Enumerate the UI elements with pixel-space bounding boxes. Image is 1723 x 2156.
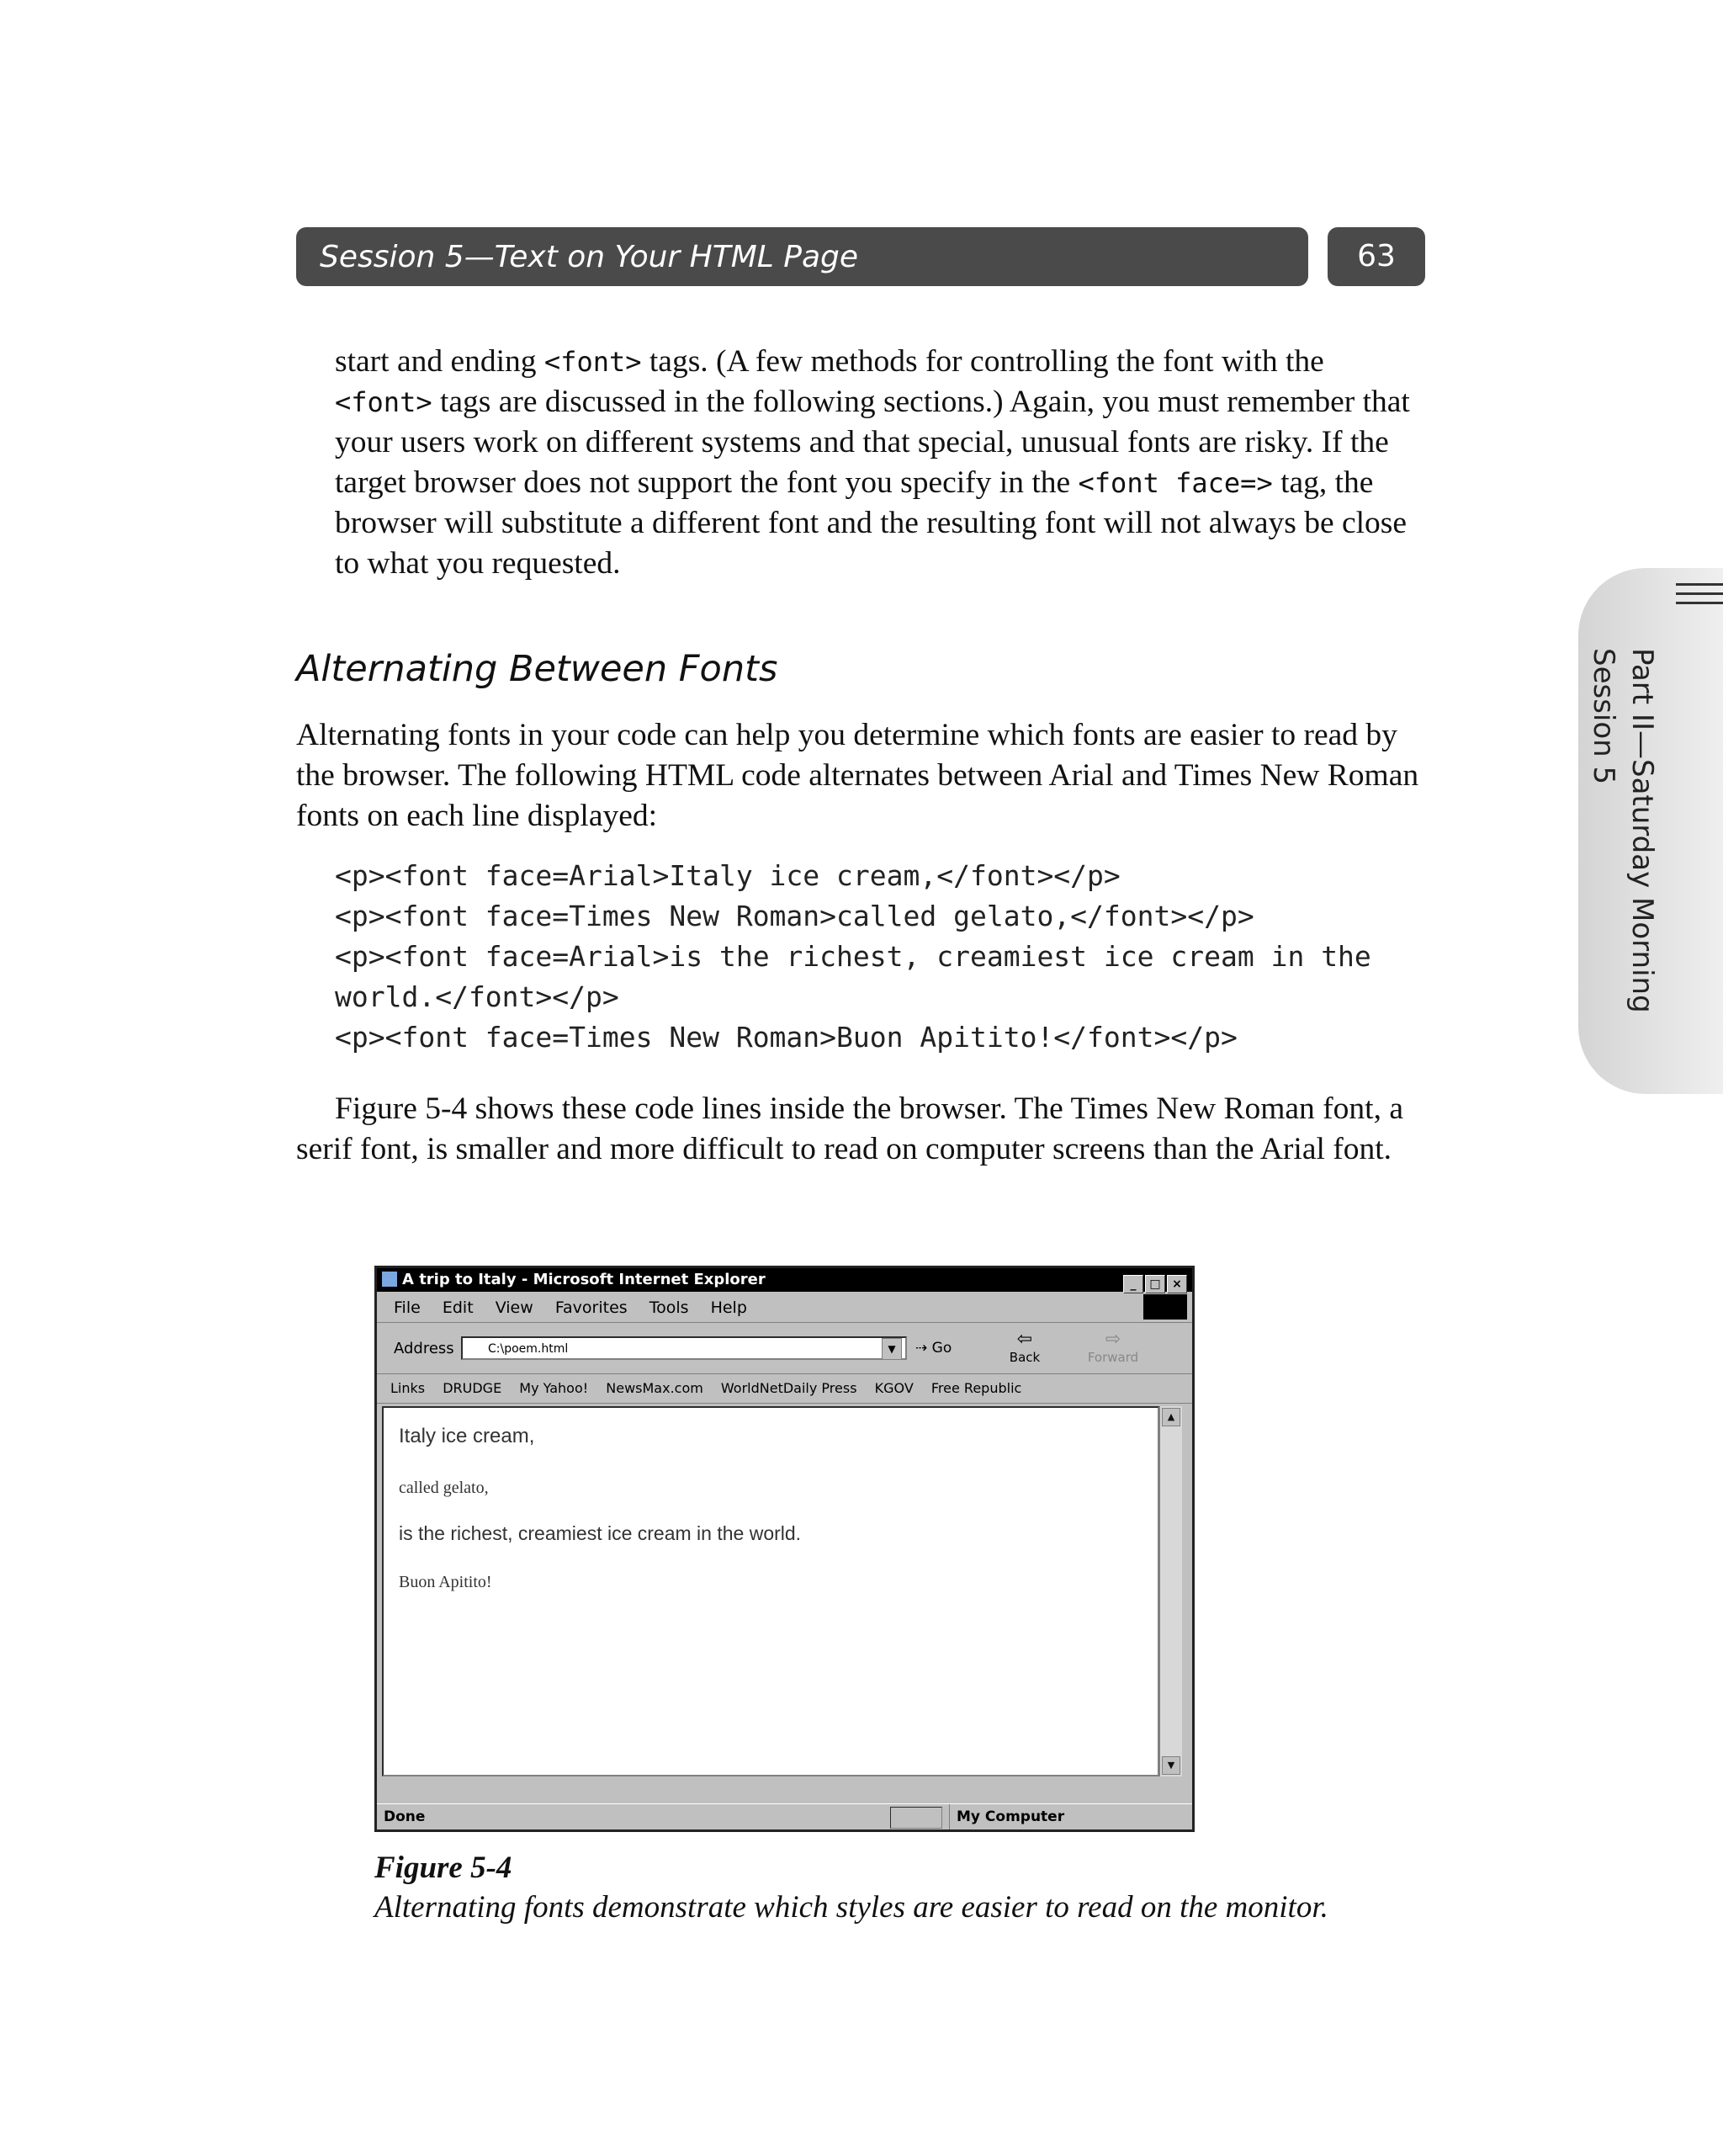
- windows-logo-icon: [1143, 1294, 1187, 1320]
- thumb-tab-lines: [1676, 583, 1723, 611]
- scroll-up-icon[interactable]: ▲: [1162, 1408, 1180, 1426]
- link-drudge[interactable]: DRUDGE: [443, 1380, 502, 1396]
- thumb-tab-part: Part II—Saturday Morning: [1625, 648, 1659, 1013]
- address-bar: [377, 1323, 1192, 1374]
- inline-code: <font>: [543, 346, 642, 378]
- menu-favorites[interactable]: Favorites: [554, 1298, 628, 1317]
- menu-file[interactable]: File: [394, 1298, 421, 1317]
- paragraph-figure-description: [296, 1089, 1423, 1170]
- browser-title-bar: [377, 1268, 1192, 1292]
- scroll-down-icon[interactable]: ▼: [1162, 1756, 1180, 1775]
- address-label: Address: [394, 1340, 454, 1357]
- thumb-tab-text: [1580, 648, 1706, 1018]
- forward-label: Forward: [1087, 1350, 1139, 1365]
- back-label: Back: [1009, 1350, 1041, 1365]
- forward-arrow-icon: ⇨: [1105, 1329, 1121, 1350]
- minimize-icon[interactable]: _: [1123, 1275, 1143, 1293]
- go-button[interactable]: ⇢ Go: [915, 1340, 952, 1357]
- code-block: [335, 856, 1371, 1058]
- links-bar: [377, 1374, 1192, 1404]
- link-newsmax[interactable]: NewsMax.com: [606, 1380, 703, 1396]
- code-line: <p><font face=Arial>is the richest, creamiest ice cream in the: [335, 940, 1371, 973]
- status-bar: [377, 1803, 1192, 1829]
- link-my-yahoo[interactable]: My Yahoo!: [519, 1380, 589, 1396]
- inline-code: <font>: [335, 386, 432, 418]
- browser-title: A trip to Italy - Microsoft Internet Explorer: [402, 1271, 766, 1288]
- code-line: <p><font face=Times New Roman>Buon Apitito!</font></p>: [335, 1021, 1238, 1054]
- content-line-times: Buon Apitito!: [399, 1573, 492, 1591]
- page-content: [382, 1406, 1159, 1776]
- back-button[interactable]: [999, 1330, 1050, 1365]
- browser-screenshot: [374, 1266, 1195, 1832]
- status-text: Done: [384, 1808, 426, 1825]
- inline-code: <font face=>: [1078, 467, 1273, 499]
- status-panel: [890, 1807, 942, 1829]
- chevron-down-icon[interactable]: ▼: [882, 1338, 902, 1360]
- figure-label: Figure 5-4: [374, 1851, 512, 1885]
- menu-view[interactable]: View: [495, 1298, 533, 1317]
- content-line-times: called gelato,: [399, 1479, 489, 1497]
- go-label: Go: [931, 1340, 952, 1357]
- address-input[interactable]: C:\poem.html: [461, 1336, 907, 1360]
- text-run: tags. (A few methods for controlling the font with the: [641, 344, 1324, 379]
- ie-icon: [382, 1272, 397, 1287]
- paragraph-font-tags: [335, 342, 1429, 584]
- menu-help[interactable]: Help: [710, 1298, 747, 1317]
- menu-edit[interactable]: Edit: [442, 1298, 474, 1317]
- paragraph-alternating-intro: Alternating fonts in your code can help you determine which fonts are easier to read by the browser. The following HTML code alternates between Arial and Times New Roman fonts on each line displayed:: [296, 718, 1419, 833]
- browser-menu-bar: [377, 1292, 1192, 1323]
- forward-button[interactable]: [1084, 1330, 1142, 1365]
- code-line: world.</font></p>: [335, 980, 619, 1013]
- text-run: Figure 5-4 shows these code lines inside the browser. The Times New Roman font, a serif font, is smaller and more difficult to read on computer screens than the Arial font.: [296, 1091, 1403, 1166]
- link-free-republic[interactable]: Free Republic: [930, 1380, 1022, 1396]
- maximize-icon[interactable]: □: [1145, 1275, 1165, 1293]
- page-number: 63: [1357, 239, 1396, 273]
- close-icon[interactable]: ×: [1167, 1275, 1187, 1293]
- content-line-arial: Italy ice cream,: [399, 1425, 535, 1447]
- link-kgov[interactable]: KGOV: [874, 1380, 914, 1396]
- content-line-arial: is the richest, creamiest ice cream in the world.: [399, 1522, 802, 1544]
- running-header-title: Session 5—Text on Your HTML Page: [320, 240, 859, 274]
- code-line: <p><font face=Times New Roman>called gelato,</font></p>: [335, 900, 1254, 932]
- figure-caption: Alternating fonts demonstrate which styles are easier to read on the monitor.: [374, 1890, 1328, 1925]
- links-label: Links: [390, 1380, 426, 1396]
- vertical-scrollbar[interactable]: [1159, 1406, 1182, 1776]
- thumb-tab-session: Session 5: [1587, 648, 1620, 785]
- text-run: tags are discussed in the following sections.) Again, you must remember that your users work on different systems and that special, unusual fonts are risky. If the target browser does not support the font you specify in the: [335, 385, 1410, 500]
- text-run: tag, the browser will substitute a different font and the resulting font will not always be close to what you requested.: [335, 465, 1408, 581]
- link-worldnetdaily[interactable]: WorldNetDaily Press: [720, 1380, 857, 1396]
- back-arrow-icon: ⇦: [1016, 1329, 1033, 1350]
- code-line: <p><font face=Arial>Italy ice cream,</font></p>: [335, 859, 1121, 892]
- menu-tools[interactable]: Tools: [649, 1298, 689, 1317]
- security-zone: My Computer: [949, 1804, 1158, 1829]
- section-heading: Alternating Between Fonts: [296, 648, 778, 690]
- text-run: start and ending: [335, 344, 544, 379]
